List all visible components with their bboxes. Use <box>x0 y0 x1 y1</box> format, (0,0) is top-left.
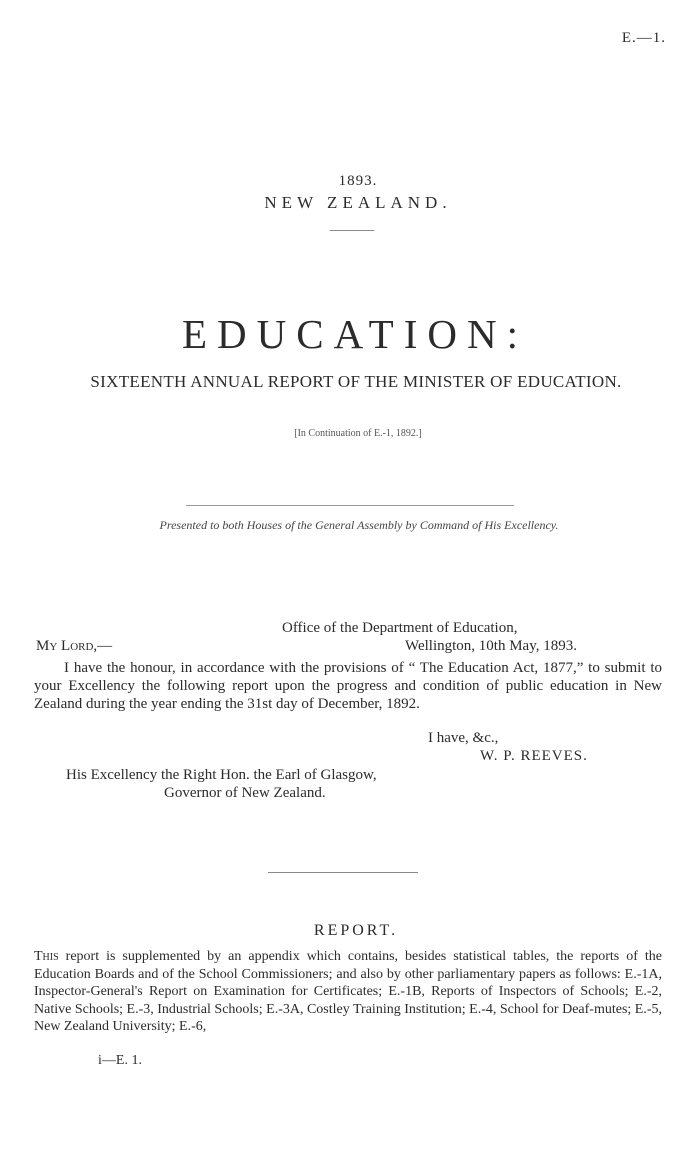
page-marker: i—E. 1. <box>98 1053 142 1068</box>
letter-office: Office of the Department of Education, <box>282 620 518 636</box>
letter-body: I have the honour, in accordance with the provisions of “ The Education Act, 1877,” to submit to your Excellency the following report upon the progress and condition of public education in New Zealand during the year ending the 31st day of December, 1892. <box>34 660 662 712</box>
report-text: report is supplemented by an appendix which contains, besides statistical tables, the reports of the Education Boards and of the School Commissioners; and also by other parliamentary papers as follows: E.-1A, Inspector-General's Report on Examination for Certificates; E.-1B, Reports of Inspectors of Schools; E.-2, Native Schools; E.-3, Industrial Schools; E.-3A, Costley Training Institution; E.-4, School for Deaf-mutes; E.-5, New Zealand University; E.-6, <box>34 949 662 1034</box>
divider-rule <box>330 230 374 231</box>
document-reference: E.—1. <box>621 30 666 46</box>
presented-note: Presented to both Houses of the General Assembly by Command of His Excellency. <box>159 518 559 532</box>
divider-rule <box>268 872 418 873</box>
continuation-note: [In Continuation of E.-1, 1892.] <box>294 428 422 439</box>
report-body <box>34 948 662 1036</box>
page-title: EDUCATION: <box>182 311 528 357</box>
report-lead-word: This <box>34 949 59 964</box>
letter-signature: W. P. REEVES. <box>480 748 588 764</box>
letter-closing: I have, &c., <box>428 730 499 746</box>
divider-rule <box>186 505 514 506</box>
letter-addressee: His Excellency the Right Hon. the Earl of Glasgow, <box>66 767 377 783</box>
country: NEW ZEALAND. <box>264 193 452 212</box>
page-subtitle: SIXTEENTH ANNUAL REPORT OF THE MINISTER OF EDUCATION. <box>90 372 622 391</box>
letter-addressee-title: Governor of New Zealand. <box>164 785 326 801</box>
report-heading: REPORT. <box>313 922 399 939</box>
letter-date: Wellington, 10th May, 1893. <box>405 638 577 654</box>
year: 1893. <box>338 173 378 189</box>
letter-salutation: My Lord,— <box>36 638 113 654</box>
